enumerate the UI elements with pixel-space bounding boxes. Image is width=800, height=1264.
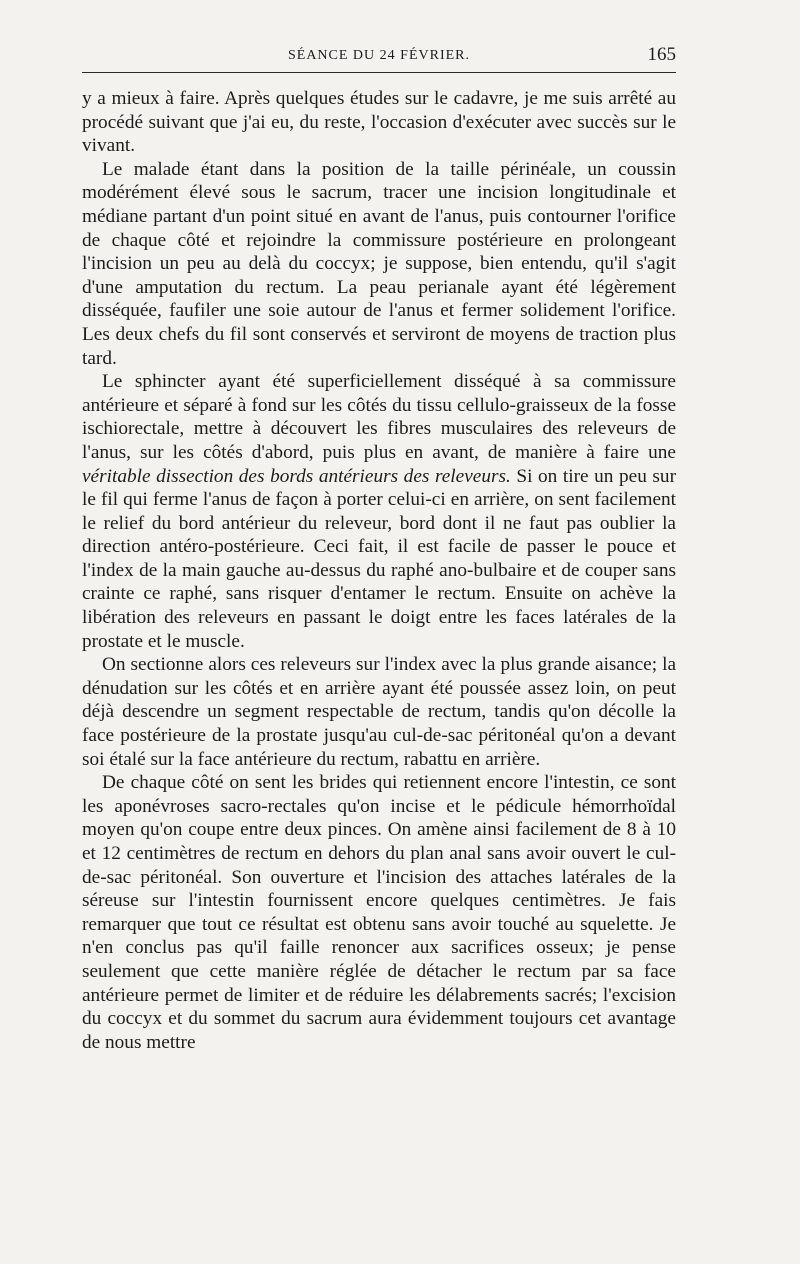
- paragraph-3-part-1: Le sphincter ayant été superficiellement disséqué à sa commissure antérieure et séparé à fond sur les côtés du tissu cellulo-graisseux de la fosse ischiorectale, mettre à découvert les fibres musculaires des releveurs de l'anus, sur les côtés d'abord, puis plus en avant, de manière à faire une: [82, 371, 676, 463]
- paragraph-3-italic: véritable dissection des bords antérieurs des releveurs.: [82, 465, 511, 487]
- body-text: [82, 87, 676, 1054]
- paragraph-3: [82, 370, 676, 653]
- page-number: 165: [647, 44, 676, 65]
- running-title: SÉANCE DU 24 FÉVRIER.: [287, 48, 470, 63]
- paragraph-5: De chaque côté on sent les brides qui retiennent encore l'intestin, ce sont les aponévroses sacro-rectales qu'on incise et le pédicule hémorrhoïdal moyen qu'on coupe entre deux pinces. On amène ainsi facilement de 8 à 10 et 12 centimètres de rectum en dehors du plan anal sans avoir ouvert le cul-de-sac péritonéal. Son ouverture et l'incision des attaches latérales de la séreuse sur l'intestin fournissent encore quelques centimètres. Je fais remarquer que tout ce résultat est obtenu sans avoir touché au squelette. Je n'en conclus pas qu'il faille renoncer aux sacrifices osseux; je pense seulement que cette manière réglée de détacher le rectum par sa face antérieure permet de limiter et de réduire les délabrements sacrés; l'excision du coccyx et du sommet du sacrum aura évidemment toujours cet avantage de nous mettre: [82, 772, 676, 1053]
- page-header: [82, 40, 676, 70]
- paragraph-2: Le malade étant dans la position de la taille périnéale, un coussin modérément élevé sous le sacrum, tracer une incision longitudinale et médiane partant d'un point situé en avant de l'anus, puis contourner l'orifice de chaque côté et rejoindre la commissure postérieure en prolongeant l'incision un peu au delà du coccyx; je suppose, bien entendu, qu'il s'agit d'une amputation du rectum. La peau perianale ayant été légèrement disséquée, faufiler une soie autour de l'anus et fermer solidement l'orifice. Les deux chefs du fil sont conservés et serviront de moyens de traction plus tard.: [82, 158, 676, 369]
- page: [82, 40, 676, 1054]
- paragraph-1: y a mieux à faire. Après quelques études sur le cadavre, je me suis arrêté au procédé suivant que j'ai eu, du reste, l'occasion d'exécuter avec succès sur le vivant.: [82, 88, 676, 157]
- header-rule: [82, 72, 676, 73]
- paragraph-4: On sectionne alors ces releveurs sur l'index avec la plus grande aisance; la dénudation sur les côtés et en arrière ayant été poussée assez loin, on peut déjà descendre un segment respectable de rectum, tandis qu'on décolle la face postérieure de la prostate jusqu'au cul-de-sac péritonéal qu'on a devant soi étalé sur la face antérieure du rectum, rabattu en arrière.: [82, 654, 676, 770]
- paragraph-3-part-2: Si on tire un peu sur le fil qui ferme l'anus de façon à porter celui-ci en arrière, on sent facilement le relief du bord antérieur du releveur, bord dont il ne faut pas oublier la direction antéro-postérieure. Ceci fait, il est facile de passer le pouce et l'index de la main gauche au-dessus du raphé ano-bulbaire et de couper sans crainte ce raphé, sans risquer d'entamer le rectum. Ensuite on achève la libération des releveurs en passant le doigt entre les faces latérales de la prostate et le muscle.: [82, 465, 676, 652]
